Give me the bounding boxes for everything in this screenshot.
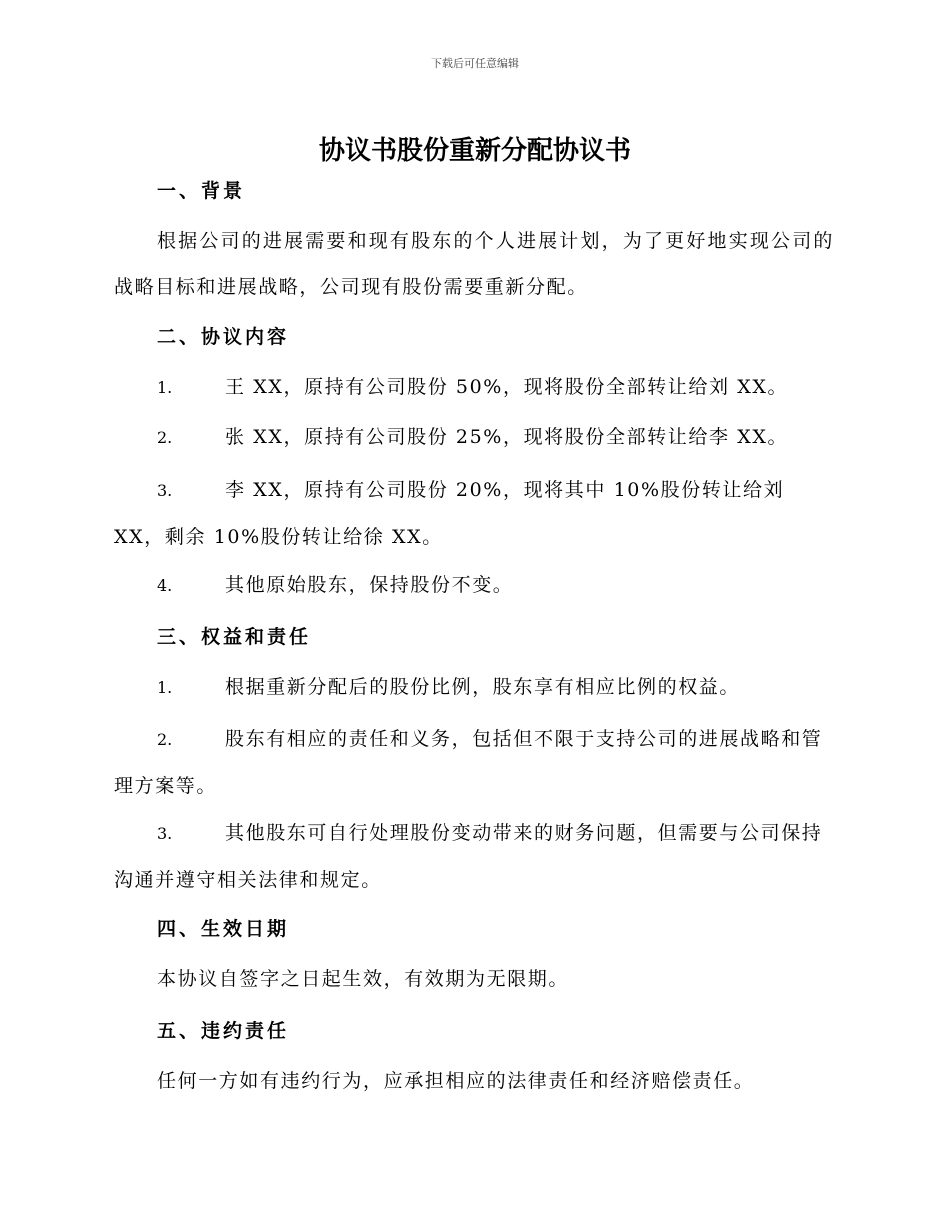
item-text: 股东有相应的责任和义务，包括但不限于支持公司的进展战略和管理方案等。 <box>114 728 823 797</box>
rights-item-1 <box>114 664 834 711</box>
document-title: 协议书股份重新分配协议书 <box>318 136 631 166</box>
breach-paragraph: 任何一方如有违约行为，应承担相应的法律责任和经济赔偿责任。 <box>157 1070 755 1092</box>
item-number: 1. <box>157 378 173 397</box>
section-heading-content: 二、协议内容 <box>157 326 290 348</box>
header-note: 下载后可任意编辑 <box>431 57 519 70</box>
content-item-3 <box>114 467 834 560</box>
section-heading-background: 一、背景 <box>157 180 246 202</box>
content-item-1 <box>114 364 834 411</box>
section-heading-rights: 三、权益和责任 <box>157 626 312 648</box>
item-text: 其他股东可自行处理股份变动带来的财务问题，但需要与公司保持沟通并遵守相关法律和规定。 <box>114 822 823 891</box>
item-number: 4. <box>157 576 173 595</box>
effective-paragraph: 本协议自签字之日起生效，有效期为无限期。 <box>157 968 570 990</box>
content-item-2 <box>114 414 834 461</box>
item-text: 李 XX，原持有公司股份 20%，现将其中 10%股份转让给刘 XX，剩余 10%股份转让给徐 XX。 <box>114 479 785 548</box>
section-heading-breach: 五、违约责任 <box>157 1020 290 1042</box>
content-item-4 <box>114 562 834 609</box>
item-number: 2. <box>157 428 173 447</box>
rights-item-3 <box>114 810 834 903</box>
item-text: 张 XX，原持有公司股份 25%，现将股份全部转让给李 XX。 <box>225 426 789 448</box>
background-paragraph: 根据公司的进展需要和现有股东的个人进展计划，为了更好地实现公司的战略目标和进展战略，公司现有股份需要重新分配。 <box>114 230 834 298</box>
item-text: 其他原始股东，保持股份不变。 <box>225 574 514 596</box>
item-text: 王 XX，原持有公司股份 50%，现将股份全部转让给刘 XX。 <box>225 376 789 398</box>
item-number: 2. <box>157 730 173 749</box>
item-number: 3. <box>157 481 173 500</box>
item-number: 1. <box>157 678 173 697</box>
item-text: 根据重新分配后的股份比例，股东享有相应比例的权益。 <box>225 676 741 698</box>
section-heading-effective: 四、生效日期 <box>157 918 290 940</box>
rights-item-2 <box>114 716 834 809</box>
item-number: 3. <box>157 824 173 843</box>
